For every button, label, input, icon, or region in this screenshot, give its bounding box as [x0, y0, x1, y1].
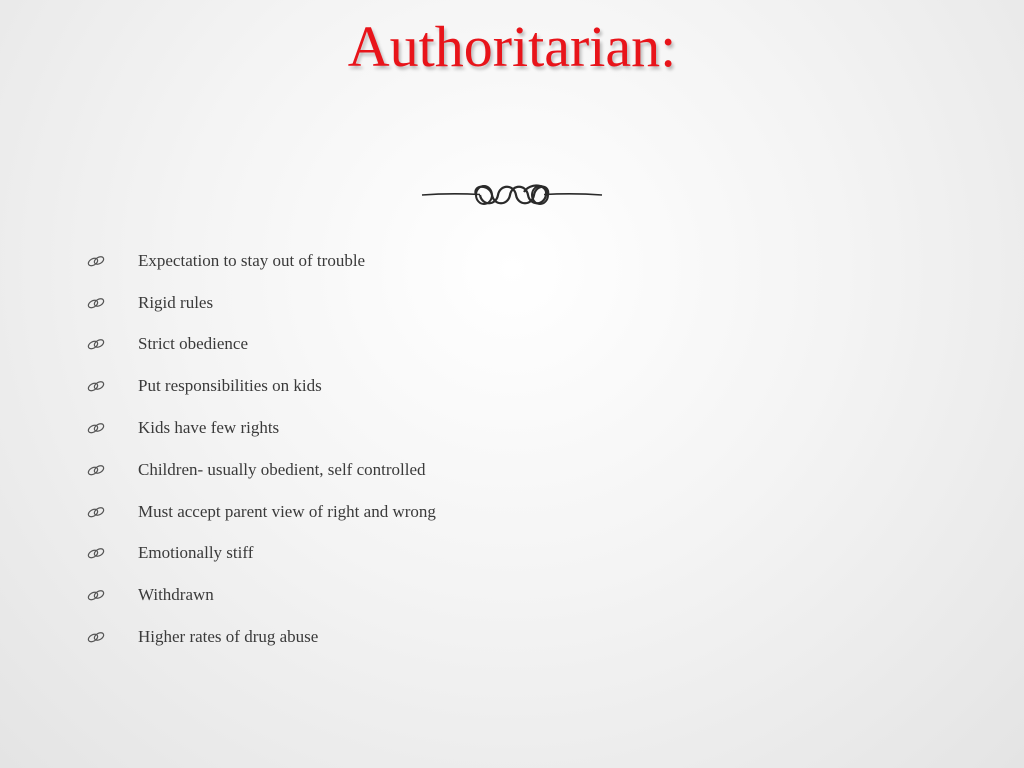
list-item	[86, 365, 436, 407]
list-item	[86, 449, 436, 491]
list-item	[86, 324, 436, 366]
list-item	[86, 240, 436, 282]
bullet-list	[86, 240, 436, 658]
chain-link-icon	[86, 253, 138, 269]
list-item	[86, 533, 436, 575]
flourish-divider-icon	[420, 176, 604, 214]
bullet-text: Kids have few rights	[138, 418, 280, 438]
slide-title: Authoritarian:	[347, 14, 677, 79]
list-item	[86, 574, 436, 616]
bullet-text: Children- usually obedient, self controlled	[138, 459, 426, 479]
list-item	[86, 491, 436, 533]
list-item	[86, 616, 436, 658]
bullet-text: Must accept parent view of right and wrong	[138, 501, 436, 521]
bullet-text: Withdrawn	[138, 585, 214, 605]
bullet-text: Strict obedience	[138, 334, 248, 354]
bullet-text: Emotionally stiff	[138, 543, 254, 563]
bullet-text: Rigid rules	[138, 292, 214, 312]
chain-link-icon	[86, 295, 138, 311]
chain-link-icon	[86, 629, 138, 645]
list-item	[86, 282, 436, 324]
bullet-text: Put responsibilities on kids	[138, 376, 322, 396]
chain-link-icon	[86, 378, 138, 394]
chain-link-icon	[86, 504, 138, 520]
list-item	[86, 407, 436, 449]
chain-link-icon	[86, 462, 138, 478]
chain-link-icon	[86, 545, 138, 561]
chain-link-icon	[86, 336, 138, 352]
chain-link-icon	[86, 587, 138, 603]
chain-link-icon	[86, 420, 138, 436]
bullet-text: Expectation to stay out of trouble	[138, 250, 366, 270]
bullet-text: Higher rates of drug abuse	[138, 627, 319, 647]
